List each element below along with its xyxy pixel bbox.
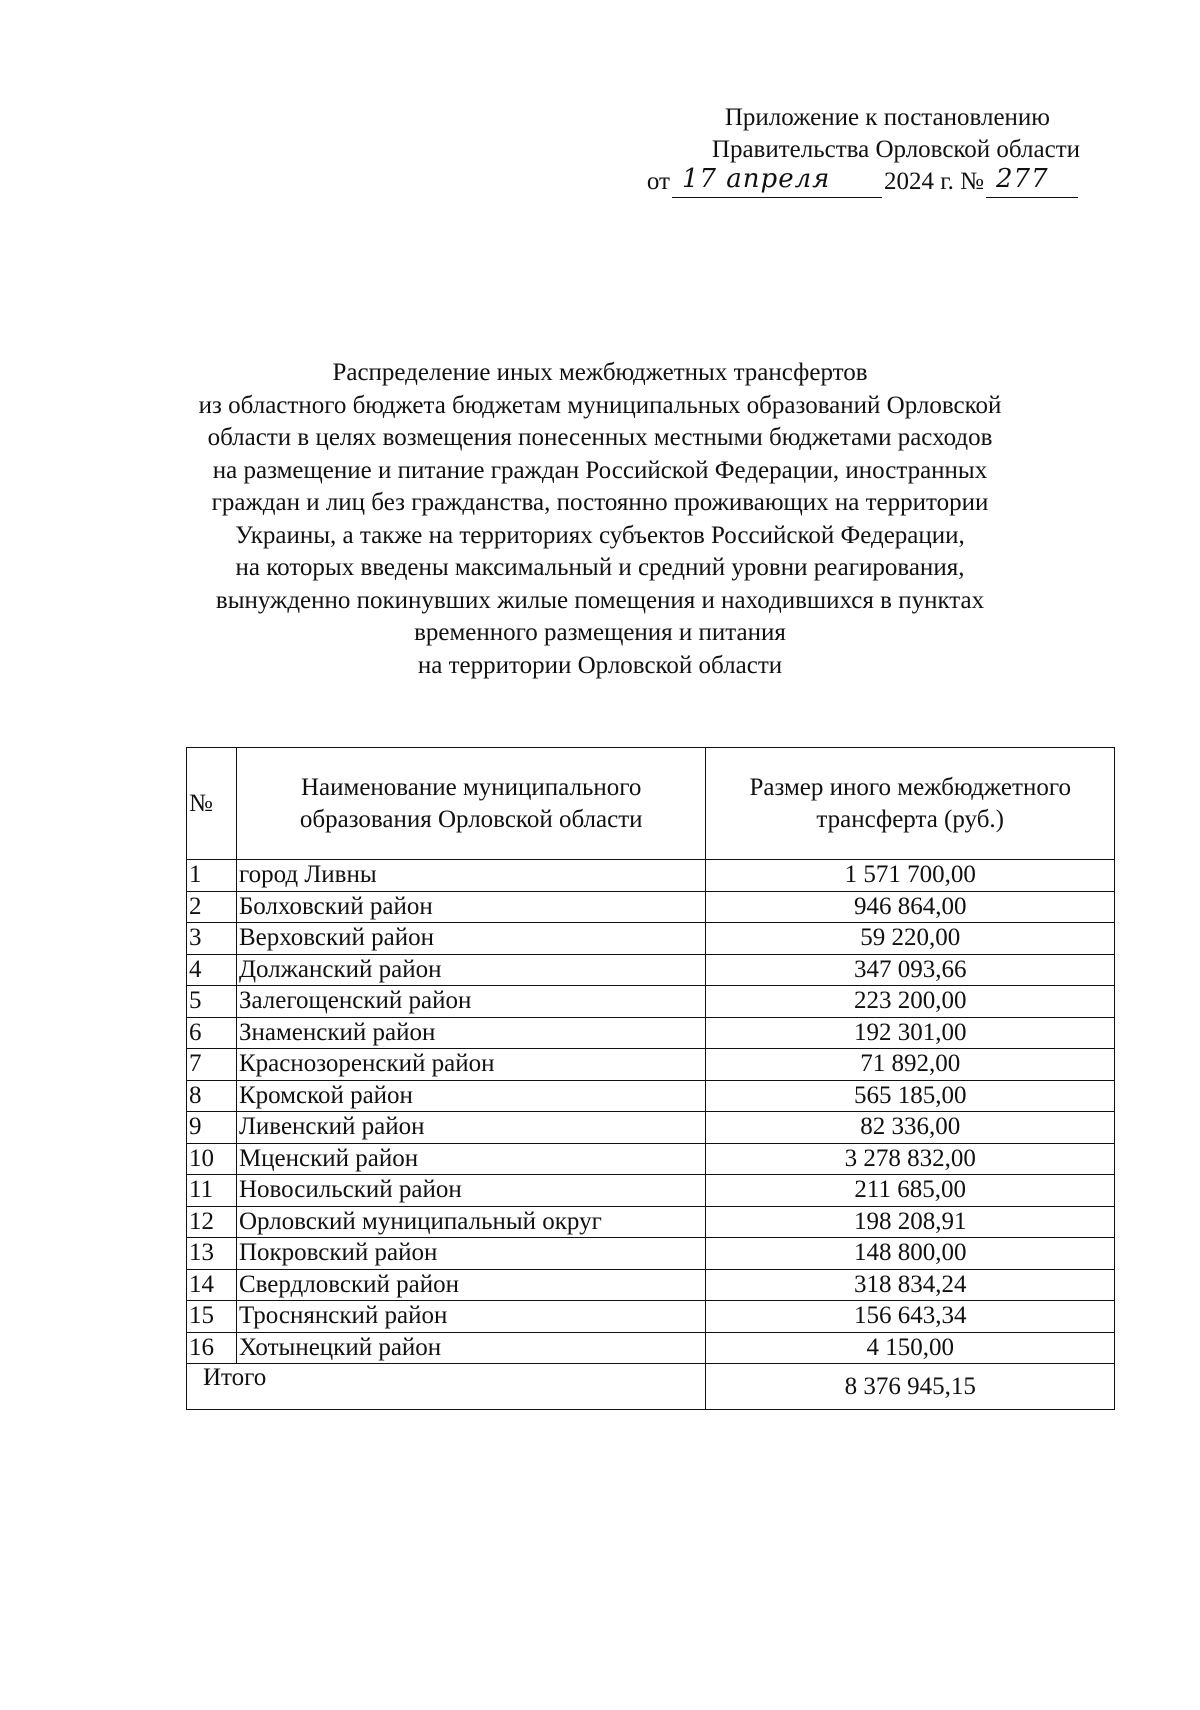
row-name: Покровский район	[236, 1238, 705, 1270]
table-row	[187, 1269, 1115, 1301]
table-row	[187, 860, 1115, 892]
row-amount: 565 185,00	[706, 1080, 1115, 1112]
table-row	[187, 1112, 1115, 1144]
table-row	[187, 1017, 1115, 1049]
table-row	[187, 891, 1115, 923]
document-title	[140, 357, 1060, 682]
row-number: 16	[187, 1332, 237, 1364]
row-amount: 318 834,24	[706, 1269, 1115, 1301]
row-number: 11	[187, 1175, 237, 1207]
table-row	[187, 1175, 1115, 1207]
date-blank	[672, 164, 882, 198]
table-row	[187, 1332, 1115, 1364]
row-name: Должанский район	[236, 954, 705, 986]
year-and-number-label: 2024 г. №	[883, 168, 984, 195]
table-row	[187, 1238, 1115, 1270]
title-line: временного размещения и питания	[414, 619, 786, 646]
table-row	[187, 1080, 1115, 1112]
row-name: Новосильский район	[236, 1175, 705, 1207]
title-line: области в целях возмещения понесенных местными бюджетами расходов	[207, 424, 993, 451]
title-line: на которых введены максимальный и средний уровни реагирования,	[235, 554, 965, 581]
row-number: 1	[187, 860, 237, 892]
table-header-row	[187, 748, 1115, 860]
row-number: 3	[187, 923, 237, 955]
table-row	[187, 1049, 1115, 1081]
row-amount: 148 800,00	[706, 1238, 1115, 1270]
row-amount: 192 301,00	[706, 1017, 1115, 1049]
total-label-cell	[187, 1364, 706, 1410]
row-number: 4	[187, 954, 237, 986]
row-amount: 211 685,00	[706, 1175, 1115, 1207]
row-name: Верховский район	[236, 923, 705, 955]
handwritten-date: 17 апреля	[681, 164, 831, 194]
table-row	[187, 1301, 1115, 1333]
row-name: Хотынецкий район	[236, 1332, 705, 1364]
row-amount: 82 336,00	[706, 1112, 1115, 1144]
row-number: 10	[187, 1143, 237, 1175]
table-row	[187, 986, 1115, 1018]
row-number: 12	[187, 1206, 237, 1238]
title-line: на размещение и питание граждан Российской Федерации, иностранных	[212, 456, 988, 484]
row-amount: 59 220,00	[706, 923, 1115, 955]
row-amount: 71 892,00	[706, 1049, 1115, 1081]
row-number: 7	[187, 1049, 237, 1081]
row-number: 2	[187, 891, 237, 923]
appendix-line-2: Правительства Орловской области	[711, 136, 1080, 163]
title-line: из областного бюджета бюджетам муниципальных образований Орловской	[198, 391, 1002, 419]
row-amount: 223 200,00	[706, 986, 1115, 1018]
row-name: Болховский район	[236, 891, 705, 923]
row-number: 8	[187, 1080, 237, 1112]
title-line: на территории Орловской области	[417, 651, 783, 679]
table-row	[187, 954, 1115, 986]
row-name: Краснозоренский район	[236, 1049, 705, 1081]
row-amount: 156 643,34	[706, 1301, 1115, 1333]
title-line: граждан и лиц без гражданства, постоянно проживающих на территории	[211, 489, 989, 516]
row-amount: 347 093,66	[706, 954, 1115, 986]
header-name: Наименование муниципального образования Орловской области	[236, 748, 705, 860]
row-number: 15	[187, 1301, 237, 1333]
title-line: Распределение иных межбюджетных трансфертов	[332, 359, 868, 386]
title-line: вынужденно покинувших жилые помещения и находившихся в пунктах	[215, 586, 985, 614]
row-name: Троснянский район	[236, 1301, 705, 1333]
row-amount: 4 150,00	[706, 1332, 1115, 1364]
title-line: Украины, а также на территориях субъектов Российской Федерации,	[235, 521, 965, 549]
row-amount: 1 571 700,00	[706, 860, 1115, 892]
row-number: 14	[187, 1269, 237, 1301]
appendix-date-line	[560, 166, 1080, 198]
row-amount: 198 208,91	[706, 1206, 1115, 1238]
row-number: 9	[187, 1112, 237, 1144]
row-name: Кромской район	[236, 1080, 705, 1112]
row-amount: 946 864,00	[706, 891, 1115, 923]
row-number: 6	[187, 1017, 237, 1049]
row-name: Мценский район	[236, 1143, 705, 1175]
row-number: 13	[187, 1238, 237, 1270]
row-name: Ливенский район	[236, 1112, 705, 1144]
table-row	[187, 1143, 1115, 1175]
row-number: 5	[187, 986, 237, 1018]
header-amount: Размер иного межбюджетного трансферта (руб.)	[706, 748, 1115, 860]
appendix-line-1: Приложение к постановлению	[724, 104, 1050, 131]
total-amount: 8 376 945,15	[706, 1364, 1115, 1410]
row-name: Знаменский район	[236, 1017, 705, 1049]
number-blank	[986, 164, 1078, 198]
table-row	[187, 923, 1115, 955]
total-label: Итого	[203, 1364, 267, 1391]
appendix-header	[560, 102, 1080, 198]
date-prefix: от	[646, 168, 670, 195]
transfers-table	[186, 747, 1115, 1410]
handwritten-number: 277	[996, 164, 1049, 194]
row-amount: 3 278 832,00	[706, 1143, 1115, 1175]
row-name: Свердловский район	[236, 1269, 705, 1301]
row-name: Орловский муниципальный округ	[236, 1206, 705, 1238]
table-row	[187, 1206, 1115, 1238]
row-name: город Ливны	[236, 860, 705, 892]
header-number: №	[187, 748, 237, 860]
row-name: Залегощенский район	[236, 986, 705, 1018]
total-row	[187, 1364, 1115, 1410]
